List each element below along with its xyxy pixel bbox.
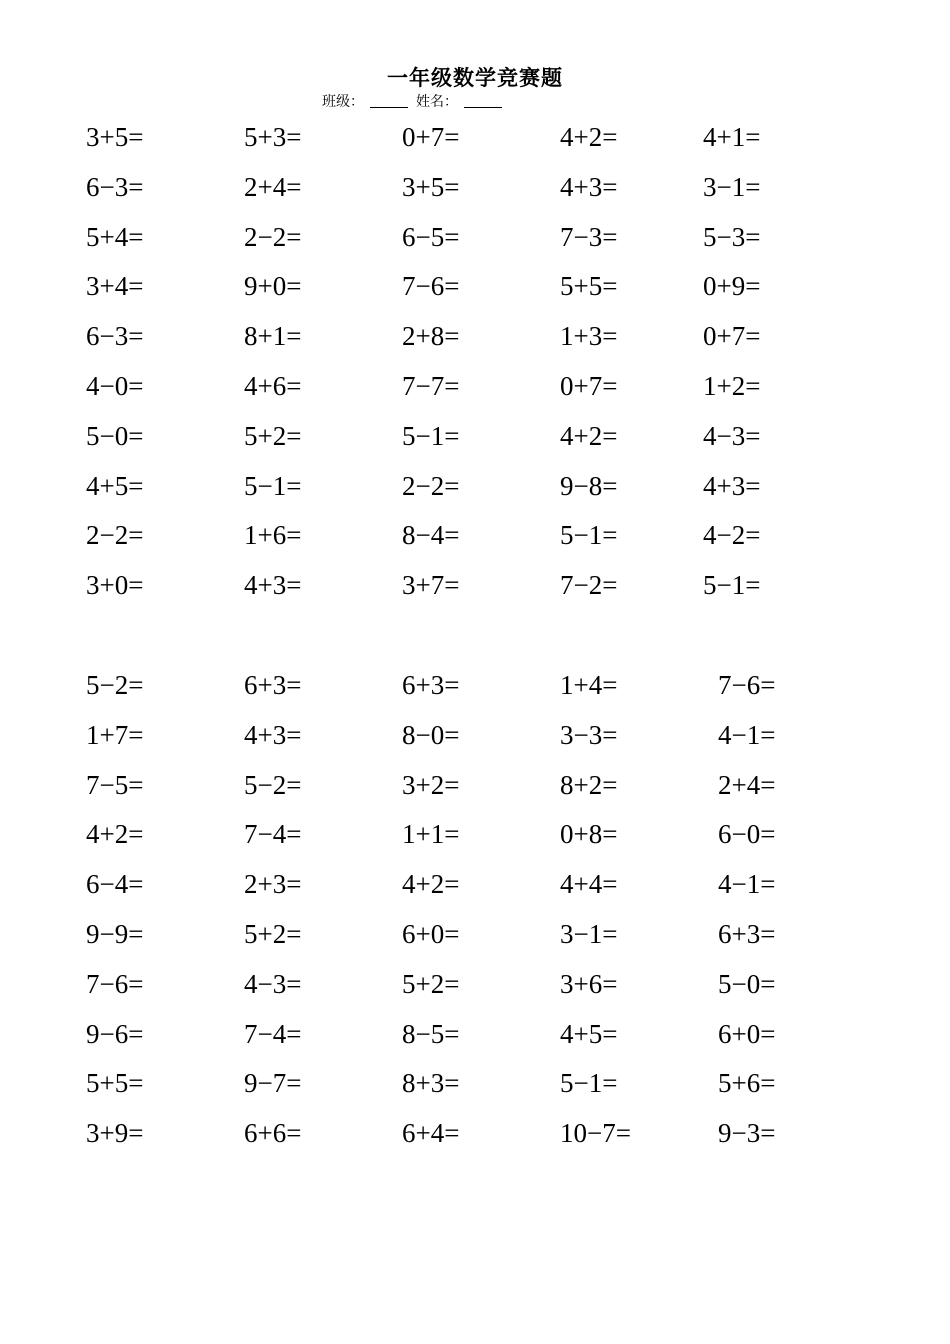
math-problem: 5−0= <box>86 420 144 451</box>
math-problem: 1+7= <box>86 719 144 750</box>
math-problem: 7−6= <box>718 670 776 700</box>
math-problem: 3+5= <box>86 122 144 152</box>
math-problem: 5+4= <box>86 221 144 252</box>
math-problem: 6+0= <box>718 1018 776 1049</box>
math-problem: 9+0= <box>244 271 302 302</box>
math-problem: 3−3= <box>560 719 618 750</box>
math-problem: 1+6= <box>244 520 302 551</box>
math-problem: 4+5= <box>560 1018 618 1049</box>
math-problem: 3+7= <box>402 570 460 601</box>
math-problem: 2+4= <box>718 769 776 800</box>
math-problem: 0+7= <box>402 122 460 152</box>
math-problem: 2−2= <box>244 221 302 252</box>
problem-row <box>0 770 950 820</box>
math-problem: 4+3= <box>244 570 302 601</box>
math-problem: 4+2= <box>402 869 460 900</box>
math-problem: 8−0= <box>402 719 460 750</box>
math-problem: 2+4= <box>244 171 302 202</box>
math-problem: 1+1= <box>402 819 460 850</box>
problem-row <box>0 421 950 471</box>
math-problem: 6+3= <box>402 670 460 700</box>
math-problem: 5+6= <box>718 1068 776 1099</box>
math-problem: 3+2= <box>402 769 460 800</box>
problem-row <box>0 1118 950 1168</box>
problem-row <box>0 1019 950 1069</box>
problem-row <box>0 670 950 720</box>
math-problem: 5−2= <box>86 670 144 700</box>
problem-row <box>0 271 950 321</box>
math-problem: 4+2= <box>560 122 618 152</box>
math-problem: 8+1= <box>244 321 302 352</box>
problem-row <box>0 520 950 570</box>
math-problem: 7−2= <box>560 570 618 601</box>
math-problem: 5−1= <box>402 420 460 451</box>
name-label: 姓名： <box>416 94 458 110</box>
math-problem: 4+5= <box>86 470 144 501</box>
math-problem: 7−4= <box>244 1018 302 1049</box>
math-problem: 0+9= <box>703 271 761 302</box>
math-problem: 8+3= <box>402 1068 460 1099</box>
problem-row <box>0 720 950 770</box>
math-problem: 0+7= <box>703 321 761 352</box>
math-problem: 2+8= <box>402 321 460 352</box>
math-problem: 6+3= <box>244 670 302 700</box>
math-problem: 5+5= <box>86 1068 144 1099</box>
math-problem: 4+1= <box>703 122 761 152</box>
class-blank[interactable] <box>370 97 408 108</box>
problem-row <box>0 172 950 222</box>
problem-row <box>0 222 950 272</box>
math-problem: 6+0= <box>402 919 460 949</box>
math-problem: 3+5= <box>402 171 460 202</box>
math-problem: 3+6= <box>560 968 618 999</box>
student-info-line <box>322 91 510 111</box>
math-problem: 5+2= <box>402 968 460 999</box>
math-problem: 4−3= <box>703 420 761 451</box>
math-problem: 5−3= <box>703 221 761 252</box>
name-blank[interactable] <box>464 97 502 108</box>
math-problem: 1+3= <box>560 321 618 352</box>
worksheet-title: 一年级数学竞赛题 <box>387 65 563 90</box>
math-problem: 9−3= <box>718 1118 776 1149</box>
math-problem: 2−2= <box>402 470 460 501</box>
math-problem: 5−1= <box>703 570 761 601</box>
math-problem: 0+8= <box>560 819 618 850</box>
math-problem: 6+6= <box>244 1118 302 1149</box>
math-problem: 6+4= <box>402 1118 460 1149</box>
math-problem: 2+3= <box>244 869 302 900</box>
math-problem: 4+2= <box>86 819 144 850</box>
math-problem: 6−0= <box>718 819 776 850</box>
problem-row <box>0 969 950 1019</box>
math-problem: 8−4= <box>402 520 460 551</box>
math-problem: 4+4= <box>560 869 618 900</box>
math-problem: 7−3= <box>560 221 618 252</box>
math-problem: 7−5= <box>86 769 144 800</box>
math-problem: 4−2= <box>703 520 761 551</box>
problem-row <box>0 919 950 969</box>
math-problem: 7−4= <box>244 819 302 850</box>
math-problem: 4+3= <box>703 470 761 501</box>
math-problem: 5+2= <box>244 420 302 451</box>
math-problem: 4−1= <box>718 869 776 900</box>
math-problem: 5−2= <box>244 769 302 800</box>
math-problem: 4−0= <box>86 371 144 401</box>
math-problem: 1+2= <box>703 371 761 401</box>
math-problem: 8+2= <box>560 769 618 800</box>
math-problem: 9−8= <box>560 470 618 501</box>
problem-row <box>0 819 950 869</box>
math-problem: 6−5= <box>402 221 460 252</box>
math-problem: 0+7= <box>560 371 618 401</box>
math-problem: 4−3= <box>244 968 302 999</box>
math-problem: 10−7= <box>560 1118 631 1149</box>
math-problem: 3−1= <box>703 171 761 202</box>
math-problem: 7−7= <box>402 371 460 401</box>
math-problem: 2−2= <box>86 520 144 551</box>
math-problem: 3+4= <box>86 271 144 302</box>
problem-row <box>0 321 950 371</box>
math-problem: 7−6= <box>402 271 460 302</box>
math-problem: 4+6= <box>244 371 302 401</box>
math-problem: 6+3= <box>718 919 776 949</box>
math-problem: 5−1= <box>560 520 618 551</box>
math-problem: 9−9= <box>86 919 144 949</box>
math-problem: 3+0= <box>86 570 144 601</box>
math-problem: 9−7= <box>244 1068 302 1099</box>
math-problem: 3−1= <box>560 919 618 949</box>
math-problem: 5−0= <box>718 968 776 999</box>
math-problem: 6−4= <box>86 869 144 900</box>
math-problem: 5+2= <box>244 919 302 949</box>
problem-row <box>0 471 950 521</box>
math-problem: 8−5= <box>402 1018 460 1049</box>
math-problem: 5+3= <box>244 122 302 152</box>
problem-row <box>0 570 950 620</box>
math-problem: 5+5= <box>560 271 618 302</box>
math-problem: 5−1= <box>244 470 302 501</box>
problem-row <box>0 122 950 172</box>
math-problem: 4+3= <box>244 719 302 750</box>
math-problem: 3+9= <box>86 1118 144 1149</box>
math-problem: 1+4= <box>560 670 618 700</box>
problem-row <box>0 371 950 421</box>
math-problem: 7−6= <box>86 968 144 999</box>
math-problem: 5−1= <box>560 1068 618 1099</box>
problem-row <box>0 869 950 919</box>
math-problem: 4−1= <box>718 719 776 750</box>
math-problem: 4+3= <box>560 171 618 202</box>
math-problem: 9−6= <box>86 1018 144 1049</box>
math-problem: 6−3= <box>86 321 144 352</box>
class-label: 班级： <box>322 94 364 110</box>
math-problem: 6−3= <box>86 171 144 202</box>
problem-row <box>0 1068 950 1118</box>
math-problem: 4+2= <box>560 420 618 451</box>
